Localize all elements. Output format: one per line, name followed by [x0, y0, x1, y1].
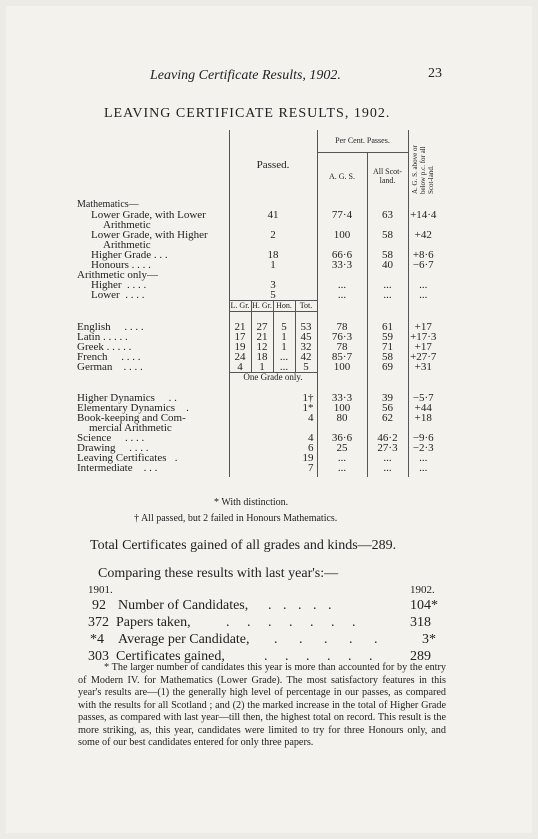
- cell-all: ...: [367, 463, 408, 477]
- row-label: Greek: [77, 341, 104, 353]
- cell-all: 58: [367, 250, 408, 260]
- cell-diff: +42: [408, 230, 438, 240]
- leader-dots: . . . .: [124, 432, 145, 444]
- cell-passed: 41: [229, 210, 317, 220]
- cell-tot: 45: [295, 332, 317, 342]
- row-label: Intermediate: [77, 462, 133, 474]
- results-table: [77, 130, 438, 477]
- cell-ags: 80: [317, 413, 367, 423]
- sub-header-lgr: L. Gr.: [230, 301, 250, 310]
- cell-ags: ...: [317, 290, 367, 301]
- cell-hgr: 21: [251, 332, 273, 342]
- running-title: Leaving Certificate Results, 1902.: [150, 68, 341, 83]
- col-above-header: A. G. S. above or below p.c. for all Scot-land.: [411, 145, 436, 194]
- cmp-v1: 372: [88, 615, 109, 630]
- leader-dots: . . . . .: [106, 341, 132, 353]
- cell-diff: +31: [408, 362, 438, 373]
- cell-all: 63: [367, 210, 408, 220]
- cmp-v2: 318: [410, 615, 431, 630]
- cell-ags: 33·3: [317, 260, 367, 270]
- cell-all: ...: [367, 453, 408, 463]
- cell-diff: ...: [408, 453, 438, 463]
- cmp-v1: 303: [88, 649, 109, 664]
- cell-diff: −6·7: [408, 260, 438, 270]
- cell-all: 56: [367, 403, 408, 413]
- row-label: Higher: [91, 279, 122, 291]
- cell-all: 58: [367, 230, 408, 240]
- cell-ags: ...: [317, 453, 367, 463]
- cell-passed: 4: [229, 433, 317, 443]
- cell-diff: +17: [408, 322, 438, 332]
- row-label: Lower Grade, with Lower: [91, 209, 206, 221]
- cell-ags: 78: [317, 342, 367, 352]
- cell-diff: ...: [408, 463, 438, 477]
- cell-diff: +17: [408, 342, 438, 352]
- cell-tot: 42: [295, 352, 317, 362]
- row-label: Latin: [77, 331, 101, 343]
- cell-ags: 100: [317, 230, 367, 240]
- cell-hgr: 18: [251, 352, 273, 362]
- leader-dots: .: [174, 452, 178, 464]
- note-paragraph: * The larger number of candidates this year is more than accounted for by the entry of Modern IV. for Mathematics (Lower Grade). The most satisfactory features in this year's results are—(1) the generally high level of percentage in our passes, as compared with the results for all Scotland ; and (2) the marked increase in the total of Higher Grade passes, as compared with last year—till then, the highest total on record. This result is the more striking, as, this year, candidates were limited to try for three Honours only, and some of our best candidates entered for only three papers.: [78, 662, 446, 748]
- row-label: Book-keeping and Com-: [77, 412, 186, 424]
- cmp-v1: 92: [92, 598, 106, 613]
- leader-dots: . . . .: [131, 259, 151, 271]
- cmp-label: Certificates gained,: [116, 649, 225, 664]
- sub-header-tot: Tot.: [295, 301, 317, 312]
- cell-lgr: 24: [229, 352, 251, 362]
- leader-dots: . . . . .: [268, 598, 336, 613]
- cell-all: ...: [367, 280, 408, 290]
- cell-ags: 100: [317, 403, 367, 413]
- explanatory-note: [78, 662, 446, 750]
- year-1901: 1901.: [88, 584, 113, 596]
- cell-diff: +44: [408, 403, 438, 413]
- row-label: Lower: [91, 289, 120, 301]
- cell-ags: ...: [317, 280, 367, 290]
- year-1902: 1902.: [410, 584, 435, 596]
- leader-dots: . . . .: [129, 442, 149, 454]
- total-line: Total Certificates gained of all grades and kinds—289.: [90, 538, 397, 553]
- leader-dots: . . .: [153, 249, 168, 261]
- cell-hon: 1: [273, 342, 295, 352]
- cmp-label: Average per Candidate,: [118, 632, 250, 647]
- page-title: LEAVING CERTIFICATE RESULTS, 1902.: [104, 106, 391, 121]
- cell-passed: 4: [229, 413, 317, 423]
- leader-dots: . . . . . .: [264, 649, 380, 664]
- cell-ags: 100: [317, 362, 367, 373]
- comparison-intro: Comparing these results with last year's:—: [98, 566, 339, 581]
- row-label: English: [77, 321, 111, 333]
- cell-hon: ...: [273, 362, 295, 373]
- cell-passed: 3: [229, 280, 317, 290]
- cell-lgr: 17: [229, 332, 251, 342]
- leader-dots: . . . .: [123, 361, 143, 373]
- cell-diff: +8·6: [408, 250, 438, 260]
- sub-header-hon: Hon.: [273, 301, 295, 312]
- leader-dots: . . . .: [125, 289, 145, 301]
- cell-ags: 77·4: [317, 210, 367, 220]
- cell-diff: +17·3: [408, 332, 438, 342]
- one-grade-label: One Grade only.: [229, 373, 317, 384]
- row-label: Mathematics—: [77, 199, 139, 210]
- cell-hgr: 27: [251, 322, 273, 332]
- cell-tot: 53: [295, 322, 317, 332]
- col-percent-header: Per Cent. Passes.: [317, 130, 408, 152]
- cmp-v2: 104*: [410, 598, 438, 613]
- cmp-v2: 3*: [422, 632, 436, 647]
- col-passed-header: Passed.: [229, 130, 317, 200]
- row-label: Elementary Dynamics: [77, 402, 176, 414]
- cell-diff: −5·7: [408, 393, 438, 403]
- cell-diff: −2·3: [408, 443, 438, 453]
- leader-dots: . . . . .: [102, 331, 128, 343]
- row-label: French: [77, 351, 108, 363]
- footnote-dagger: † All passed, but 2 failed in Honours Mathematics.: [134, 513, 338, 524]
- cell-passed: 1: [229, 260, 317, 270]
- leader-dots: . . . . . . .: [226, 615, 363, 630]
- leader-dots: .: [186, 402, 189, 414]
- leader-dots: . . . .: [121, 351, 141, 363]
- row-label: Science: [77, 432, 112, 444]
- cell-all: ...: [367, 290, 408, 301]
- row-label: Drawing: [77, 442, 116, 454]
- page-number: 23: [428, 66, 442, 81]
- cell-lgr: 4: [229, 362, 251, 373]
- cmp-label: Papers taken,: [116, 615, 191, 630]
- cell-diff: ...: [408, 290, 438, 301]
- cell-all: 62: [367, 413, 408, 423]
- cell-all: 46·2: [367, 433, 408, 443]
- cell-tot: 5: [295, 362, 317, 373]
- cell-hon: ...: [273, 352, 295, 362]
- cell-ags: 33·3: [317, 393, 367, 403]
- cell-ags: 76·3: [317, 332, 367, 342]
- cmp-label: Number of Candidates,: [118, 598, 249, 613]
- cell-diff: −9·6: [408, 433, 438, 443]
- leader-dots: . . . . .: [274, 632, 387, 647]
- row-label: Higher Dynamics: [77, 392, 155, 404]
- cell-tot: 32: [295, 342, 317, 352]
- cell-hgr: 12: [251, 342, 273, 352]
- row-label: Honours: [91, 259, 129, 271]
- cell-all: 40: [367, 260, 408, 270]
- col-all-header: All Scot-land.: [367, 152, 408, 200]
- cell-passed: 7: [229, 463, 317, 477]
- row-label: Higher Grade: [91, 249, 152, 261]
- cell-lgr: 21: [229, 322, 251, 332]
- row-label-cont: Arithmetic: [103, 219, 151, 231]
- cell-diff: +27·7: [408, 352, 438, 362]
- cell-passed: 1†: [229, 393, 317, 403]
- cell-lgr: 19: [229, 342, 251, 352]
- cell-passed: 5: [229, 290, 317, 301]
- leader-dots: . . .: [143, 462, 158, 474]
- cell-diff: ...: [408, 280, 438, 290]
- cmp-v1: *4: [90, 632, 104, 647]
- cell-diff: +18: [408, 413, 438, 423]
- cell-ags: 25: [317, 443, 367, 453]
- col-ags-header: A. G. S.: [317, 152, 367, 200]
- cell-hgr: 1: [251, 362, 273, 373]
- cell-all: 39: [367, 393, 408, 403]
- cell-ags: ...: [317, 463, 367, 477]
- sub-header-hgr: H. Gr.: [252, 301, 272, 310]
- cell-passed: 18: [229, 250, 317, 260]
- row-label: German: [77, 361, 113, 373]
- cell-hon: 5: [273, 322, 295, 332]
- row-label-cont: Arithmetic: [103, 239, 151, 251]
- leader-dots: . . . .: [124, 321, 144, 333]
- cell-all: 59: [367, 332, 408, 342]
- cell-ags: 85·7: [317, 352, 367, 362]
- cell-passed: 2: [229, 230, 317, 240]
- footnote-star: * With distinction.: [214, 497, 289, 508]
- leader-dots: . .: [168, 392, 177, 404]
- row-label: Leaving Certificates: [77, 452, 167, 464]
- cell-hon: 1: [273, 332, 295, 342]
- cell-diff: +14·4: [408, 210, 438, 220]
- cell-all: 58: [367, 352, 408, 362]
- row-label: Lower Grade, with Higher: [91, 229, 208, 241]
- cell-all: 61: [367, 322, 408, 332]
- cell-all: 69: [367, 362, 408, 373]
- row-label-cont: mercial Arithmetic: [89, 422, 172, 434]
- leader-dots: . . . .: [127, 279, 147, 291]
- cell-ags: 78: [317, 322, 367, 332]
- cmp-v2: 289: [410, 649, 431, 664]
- cell-ags: 66·6: [317, 250, 367, 260]
- cell-passed: 1*: [229, 403, 317, 413]
- cell-passed: 6: [229, 443, 317, 453]
- cell-all: 27·3: [367, 443, 408, 453]
- cell-all: 71: [367, 342, 408, 352]
- cell-passed: 19: [229, 453, 317, 463]
- cell-ags: 36·6: [317, 433, 367, 443]
- row-label: Arithmetic only—: [77, 269, 158, 281]
